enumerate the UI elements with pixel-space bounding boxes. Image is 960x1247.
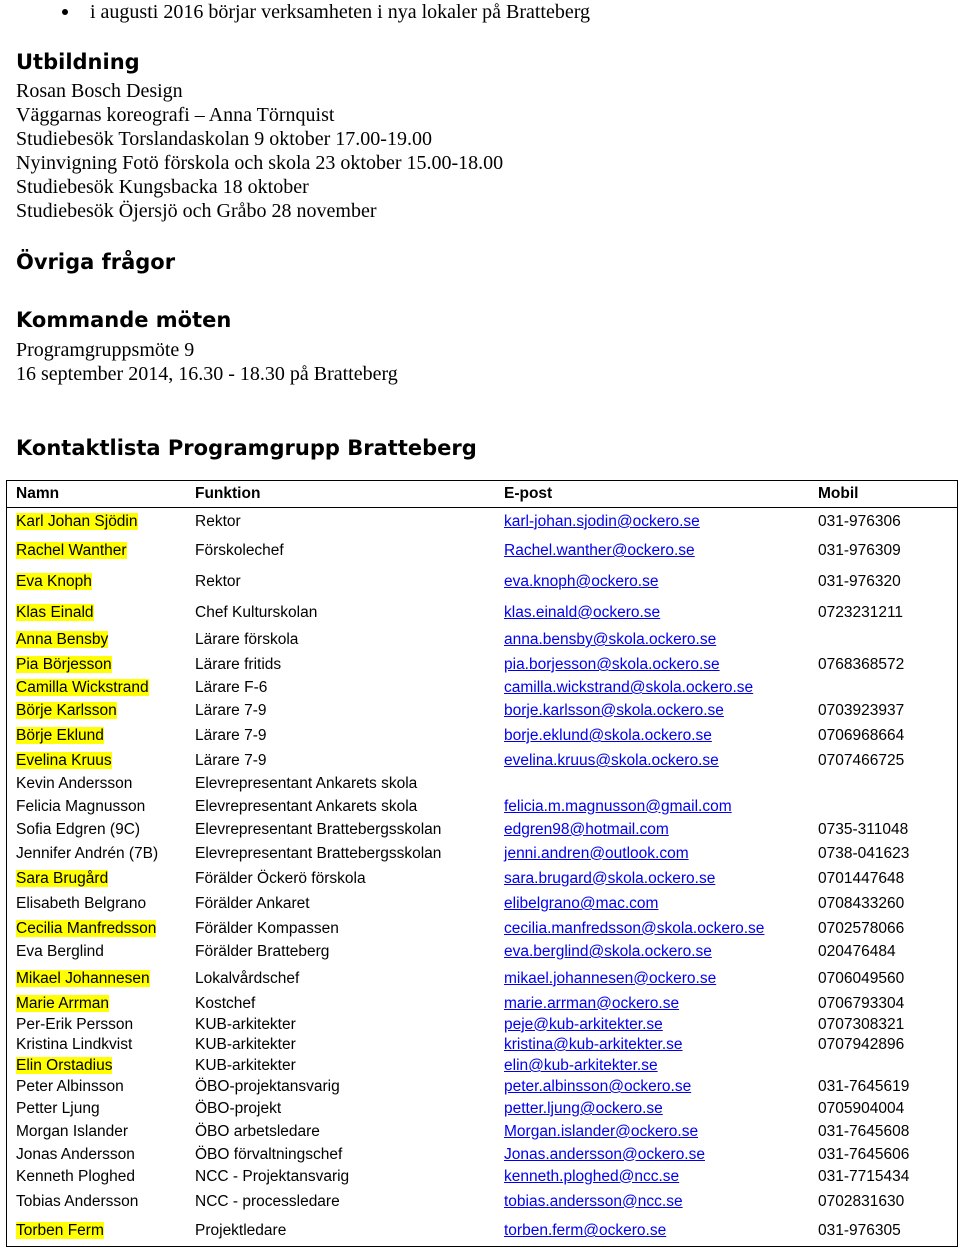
cell-funktion: Lärare förskola [195,631,299,648]
table-row [7,1121,958,1143]
cell-epost [495,567,809,598]
utbildning-line: Rosan Bosch Design [16,80,183,102]
table-row [7,699,958,723]
contact-name: Börje Karlsson [16,701,117,719]
cell-mobil: 031-976306 [818,512,901,530]
section-heading-utbildning: Utbildning [16,50,140,74]
cell-namn [7,993,187,1015]
email-link[interactable]: peje@kub-arkitekter.se [504,1015,663,1033]
contact-name: Cecilia Manfredsson [16,919,157,937]
utbildning-line: Studiebesök Öjersjö och Gråbo 28 november [16,200,377,222]
email-link[interactable]: tobias.andersson@ncc.se [504,1192,683,1210]
cell-mobil: 0738-041623 [818,844,910,862]
table-row [7,1187,958,1217]
cell-mobil [809,773,958,795]
cell-epost [495,1056,809,1077]
contact-name: Kenneth Ploghed [16,1167,135,1185]
cell-epost [495,678,809,699]
cell-funktion: ÖBO förvaltningschef [195,1145,343,1163]
contact-name: Marie Arrman [16,994,110,1012]
cell-epost [495,1187,809,1217]
cell-namn [7,699,187,723]
email-link[interactable]: felicia.m.magnusson@gmail.com [504,797,732,815]
cell-mobil: 0705904004 [818,1100,905,1117]
email-link[interactable]: torben.ferm@ockero.se [504,1222,667,1240]
table-row [7,536,958,567]
table-row [7,1143,958,1167]
email-link[interactable]: evelina.kruus@skola.ockero.se [504,752,719,769]
cell-namn [7,536,187,567]
email-link[interactable]: sara.brugard@skola.ockero.se [504,869,716,887]
email-link[interactable]: Rachel.wanther@ockero.se [504,542,695,559]
cell-namn [7,1217,187,1247]
cell-funktion: Lärare 7-9 [195,752,267,769]
cell-namn [7,750,187,773]
table-row [7,1077,958,1098]
cell-funktion: Chef Kulturskolan [195,603,318,621]
cell-epost [495,699,809,723]
cell-funktion: Elevrepresentant Ankarets skola [195,774,418,792]
cell-epost [495,1167,809,1187]
email-link[interactable]: elin@kub-arkitekter.se [504,1057,658,1074]
cell-namn [7,867,187,891]
table-row [7,653,958,678]
cell-mobil [809,795,958,819]
cell-mobil: 020476484 [818,943,896,960]
contact-name: Kevin Andersson [16,774,133,792]
table-row [7,750,958,773]
cell-funktion: ÖBO-projektansvarig [195,1078,340,1095]
email-link[interactable]: klas.einald@ockero.se [504,603,661,621]
cell-funktion: Rektor [195,512,241,530]
cell-funktion: KUB-arkitekter [195,1036,296,1053]
table-row [7,567,958,598]
table-row [7,891,958,918]
cell-namn [7,918,187,940]
column-header-epost: E-post [495,481,809,508]
cell-epost [495,841,809,867]
cell-namn [7,653,187,678]
cell-namn [7,567,187,598]
cell-namn [7,795,187,819]
cell-mobil: 0708433260 [818,895,905,912]
cell-mobil: 031-7645606 [818,1145,910,1163]
contact-table [6,480,958,1247]
cell-namn [7,678,187,699]
cell-funktion: Lärare 7-9 [195,701,267,719]
cell-mobil: 031-976309 [818,542,901,559]
cell-namn [7,508,187,536]
email-link[interactable]: pia.borjesson@skola.ockero.se [504,656,720,673]
table-row [7,819,958,841]
cell-epost [495,1121,809,1143]
cell-epost [495,918,809,940]
email-link[interactable]: Jonas.andersson@ockero.se [504,1145,705,1163]
cell-epost [495,891,809,918]
cell-namn [7,1187,187,1217]
cell-namn [7,1167,187,1187]
cell-mobil: 0707466725 [818,752,905,769]
cell-namn [7,1056,187,1077]
cell-funktion: Kostchef [195,994,256,1012]
email-link[interactable]: edgren98@hotmail.com [504,820,669,838]
contact-name: Eva Knoph [16,573,92,590]
cell-epost [495,653,809,678]
table-row [7,1056,958,1077]
cell-funktion: Förälder Ankaret [195,895,310,912]
contact-name: Jennifer Andrén (7B) [16,844,159,862]
email-link[interactable]: cecilia.manfredsson@skola.ockero.se [504,919,765,937]
cell-epost [495,773,809,795]
cell-funktion: Förälder Kompassen [195,919,339,937]
section-heading-moten: Kommande möten [16,308,232,332]
cell-mobil: 031-7645619 [818,1078,910,1095]
cell-namn [7,1143,187,1167]
cell-funktion: Lärare fritids [195,656,282,673]
section-heading-kontakt: Kontaktlista Programgrupp Bratteberg [16,436,477,460]
cell-mobil [809,628,958,653]
cell-epost [495,723,809,750]
contact-name: Karl Johan Sjödin [16,512,138,530]
cell-epost [495,867,809,891]
table-row [7,628,958,653]
utbildning-line: Väggarnas koreografi – Anna Törnquist [16,104,335,126]
email-link[interactable]: jenni.andren@outlook.com [504,844,689,862]
contact-name: Jonas Andersson [16,1145,135,1163]
cell-mobil: 0707308321 [818,1015,905,1033]
table-row [7,723,958,750]
email-link[interactable]: eva.knoph@ockero.se [504,573,659,590]
cell-epost [495,1143,809,1167]
cell-mobil: 0706968664 [818,727,905,744]
cell-namn [7,940,187,965]
cell-funktion: Lärare 7-9 [195,727,267,744]
email-link[interactable]: Morgan.islander@ockero.se [504,1122,699,1140]
contact-name: Felicia Magnusson [16,797,146,815]
cell-funktion: Elevrepresentant Brattebergsskolan [195,820,442,838]
cell-mobil: 0706049560 [818,969,905,987]
cell-namn [7,723,187,750]
table-row [7,795,958,819]
contact-name: Sofia Edgren (9C) [16,820,141,838]
cell-namn [7,1015,187,1035]
table-row [7,1098,958,1121]
cell-epost [495,965,809,993]
cell-mobil [809,678,958,699]
cell-namn [7,965,187,993]
contact-name: Morgan Islander [16,1122,129,1140]
cell-funktion: Elevrepresentant Ankarets skola [195,797,418,815]
cell-namn [7,1035,187,1056]
cell-namn [7,628,187,653]
email-link[interactable]: marie.arrman@ockero.se [504,994,680,1012]
cell-mobil: 0703923937 [818,701,905,719]
cell-epost [495,819,809,841]
cell-funktion: Elevrepresentant Brattebergsskolan [195,844,442,862]
utbildning-line: Nyinvigning Fotö förskola och skola 23 oktober 15.00-18.00 [16,152,504,174]
cell-epost [495,1015,809,1035]
column-header-funktion: Funktion [186,481,495,508]
cell-mobil: 031-976305 [818,1222,901,1240]
cell-epost [495,1035,809,1056]
contact-name: Evelina Kruus [16,752,112,769]
cell-mobil: 0706793304 [818,994,905,1012]
contact-name: Camilla Wickstrand [16,679,149,696]
table-row [7,940,958,965]
table-row [7,773,958,795]
email-link[interactable]: camilla.wickstrand@skola.ockero.se [504,679,754,696]
cell-funktion: KUB-arkitekter [195,1015,296,1033]
table-row [7,867,958,891]
email-link[interactable]: anna.bensby@skola.ockero.se [504,631,717,648]
cell-funktion: Lokalvårdschef [195,969,300,987]
cell-mobil: 0735-311048 [818,820,909,838]
table-row [7,598,958,628]
cell-epost [495,628,809,653]
cell-mobil: 031-7715434 [818,1167,910,1185]
cell-mobil: 0701447648 [818,869,905,887]
contact-name: Torben Ferm [16,1222,104,1240]
cell-funktion: NCC - processledare [195,1192,340,1210]
contact-name: Mikael Johannesen [16,969,150,987]
cell-namn [7,891,187,918]
utbildning-line: Studiebesök Kungsbacka 18 oktober [16,176,309,198]
contact-name: Klas Einald [16,603,94,621]
cell-mobil [809,1056,958,1077]
cell-epost [495,536,809,567]
moten-line: 16 september 2014, 16.30 - 18.30 på Bratteberg [16,363,398,385]
cell-epost [495,1077,809,1098]
cell-namn [7,841,187,867]
contact-name: Peter Albinsson [16,1078,124,1095]
email-link[interactable]: kenneth.ploghed@ncc.se [504,1167,680,1185]
cell-epost [495,1217,809,1247]
cell-mobil: 0723231211 [818,603,904,621]
cell-namn [7,598,187,628]
contact-name: Elisabeth Belgrano [16,895,147,912]
contact-name: Anna Bensby [16,631,109,648]
email-link[interactable]: kristina@kub-arkitekter.se [504,1036,683,1053]
table-row [7,965,958,993]
email-link[interactable]: borje.karlsson@skola.ockero.se [504,701,724,719]
bullet-text: i augusti 2016 börjar verksamheten i nya lokaler på Bratteberg [90,1,591,23]
cell-namn [7,773,187,795]
email-link[interactable]: eva.berglind@skola.ockero.se [504,943,712,960]
cell-funktion: ÖBO arbetsledare [195,1122,320,1140]
contact-name: Pia Börjesson [16,656,112,673]
table-row [7,993,958,1015]
contact-name: Tobias Andersson [16,1192,139,1210]
contact-name: Petter Ljung [16,1100,100,1117]
table-row [7,1015,958,1035]
cell-epost [495,940,809,965]
cell-funktion: Rektor [195,573,241,590]
email-link[interactable]: peter.albinsson@ockero.se [504,1078,692,1095]
contact-name: Börje Eklund [16,727,104,744]
cell-funktion: NCC - Projektansvarig [195,1167,350,1185]
cell-funktion: KUB-arkitekter [195,1057,296,1074]
contact-name: Kristina Lindkvist [16,1036,133,1053]
cell-mobil: 0707942896 [818,1036,905,1053]
cell-funktion: ÖBO-projekt [195,1100,282,1117]
moten-line: Programgruppsmöte 9 [16,339,195,361]
contact-name: Per-Erik Persson [16,1015,134,1033]
bullet-dot-icon [62,9,68,15]
cell-funktion: Förskolechef [195,542,284,559]
cell-mobil: 0702578066 [818,919,905,937]
table-row [7,841,958,867]
cell-namn [7,819,187,841]
table-row [7,678,958,699]
cell-mobil: 0702831630 [818,1192,905,1210]
section-heading-ovriga: Övriga frågor [16,250,176,274]
email-link[interactable]: karl-johan.sjodin@ockero.se [504,512,700,530]
cell-epost [495,750,809,773]
table-row [7,1035,958,1056]
column-header-mobil: Mobil [809,481,958,508]
cell-epost [495,508,809,536]
cell-mobil: 031-976320 [818,573,901,590]
table-row [7,918,958,940]
cell-epost [495,993,809,1015]
cell-funktion: Förälder Öckerö förskola [195,869,366,887]
contact-name: Elin Orstadius [16,1057,113,1074]
email-link[interactable]: borje.eklund@skola.ockero.se [504,727,712,744]
cell-namn [7,1098,187,1121]
cell-epost [495,795,809,819]
email-link[interactable]: petter.ljung@ockero.se [504,1100,663,1117]
cell-epost [495,1098,809,1121]
cell-namn [7,1121,187,1143]
column-header-namn: Namn [7,481,187,508]
cell-funktion: Förälder Bratteberg [195,943,330,960]
table-row [7,1167,958,1187]
contact-name: Eva Berglind [16,943,104,960]
contact-name: Sara Brugård [16,869,109,887]
contact-name: Rachel Wanther [16,542,127,559]
email-link[interactable]: elibelgrano@mac.com [504,895,659,912]
utbildning-line: Studiebesök Torslandaskolan 9 oktober 17.00-19.00 [16,128,432,150]
email-link[interactable]: mikael.johannesen@ockero.se [504,969,717,987]
table-row [7,1217,958,1247]
table-header-row [7,481,958,508]
cell-namn [7,1077,187,1098]
table-body [7,508,958,1247]
cell-funktion: Projektledare [195,1222,287,1240]
cell-epost [495,598,809,628]
cell-funktion: Lärare F-6 [195,679,268,696]
cell-mobil: 0768368572 [818,656,905,673]
cell-mobil: 031-7645608 [818,1122,910,1140]
table-row [7,508,958,536]
